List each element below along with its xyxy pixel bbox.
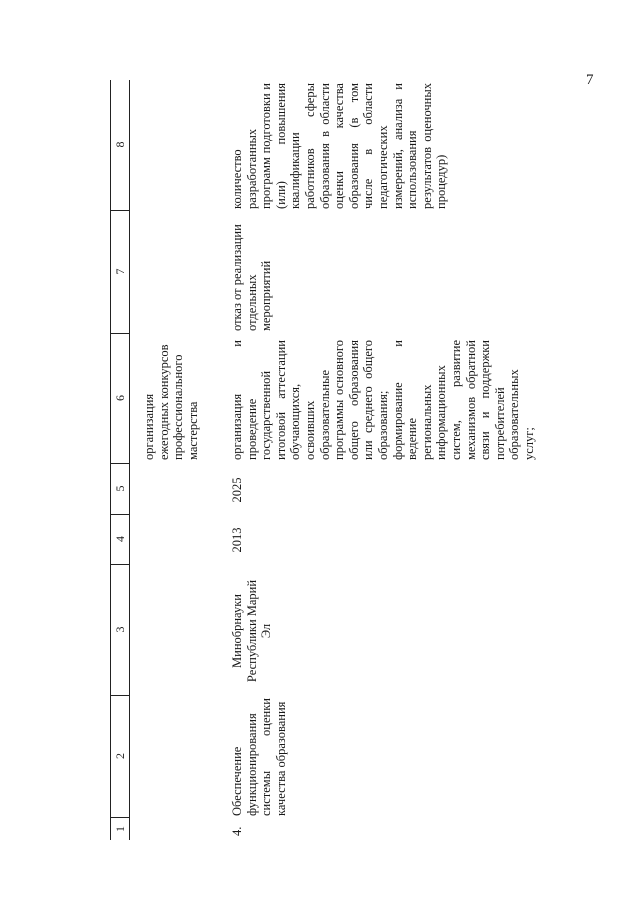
row-col3-text: Минобрнауки Республики Марий Эл: [230, 579, 274, 683]
row-col5-text: 2025: [230, 477, 244, 503]
header-col-1: 1: [113, 826, 127, 832]
table-header-row: [110, 80, 130, 840]
header-col-3: 3: [111, 564, 129, 696]
page-number: 7: [586, 72, 594, 88]
prev-row-col6-text: организация ежегодных конкурсов профессионального мастерства: [142, 344, 200, 460]
header-col-8: 8: [111, 79, 129, 211]
row-col4-text: 2013: [230, 527, 244, 553]
header-col-7: 7: [111, 210, 129, 334]
row-col2-text: Обеспечение функционирования системы оценки качества образования: [230, 698, 288, 816]
header-col-4: 4: [111, 514, 129, 565]
row-col8-text: количество разработанных программ подготовки и (или) повышения квалификации работников сферы образования в области оценки качества образования (в том числе в области педагогических измерений, анализа и использования результатов оценочных процедур): [230, 83, 449, 209]
row-col6-text: организация и проведение государственной итоговой аттестации обучающихся, освоивших образовательные программы основного общего образования или среднего общего образования; формирование и ведение региональных информационных систем, развитие механизмов обратной связи и поддержки потребителей образовательных услуг;: [230, 340, 536, 460]
row-col7-text: отказ от реализации отдельных мероприятий: [230, 224, 274, 331]
rotated-table: [110, 80, 610, 840]
header-col-5: 5: [111, 463, 129, 515]
header-col-2: 2: [111, 695, 129, 818]
row-number: 4.: [230, 826, 244, 836]
header-col-6: 6: [111, 333, 129, 464]
